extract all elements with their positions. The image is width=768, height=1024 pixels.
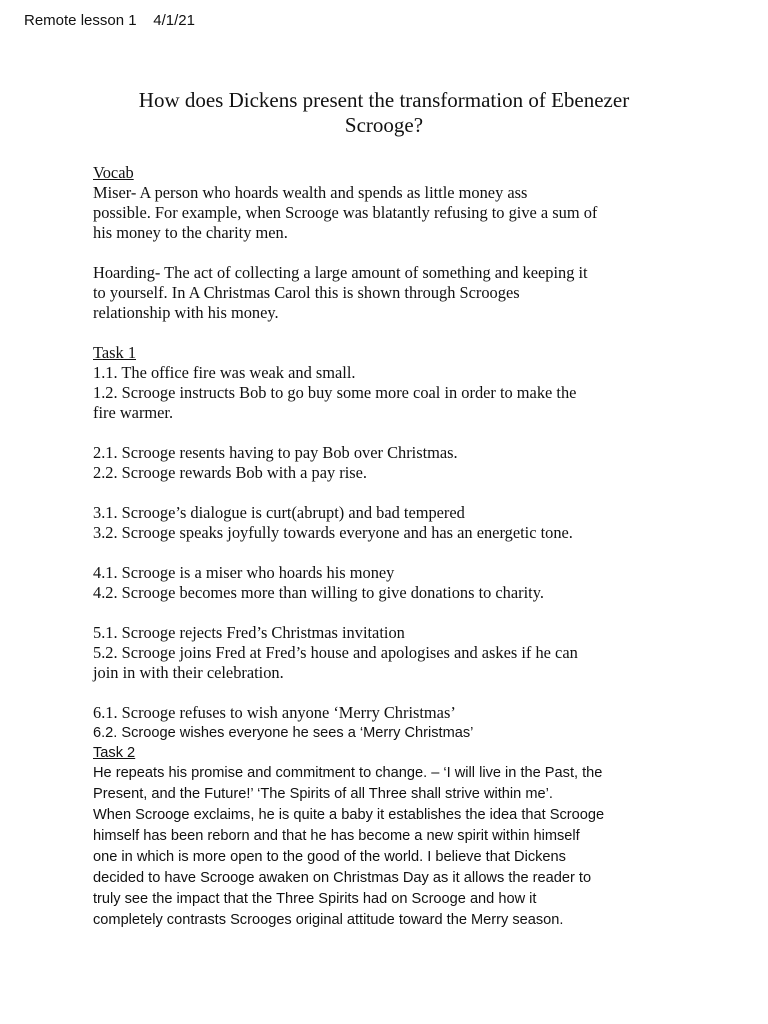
spacer bbox=[93, 483, 693, 503]
task1-item: 2.2. Scrooge rewards Bob with a pay rise. bbox=[93, 463, 368, 482]
task1-item: 4.2. Scrooge becomes more than willing to give donations to charity. bbox=[93, 583, 544, 602]
page-title bbox=[90, 88, 678, 138]
vocab-heading: Vocab bbox=[93, 163, 134, 182]
task1-item: 6.1. Scrooge refuses to wish anyone ‘Merry Christmas’ bbox=[93, 703, 456, 722]
text-line: Hoarding- The act of collecting a large amount of something and keeping it bbox=[93, 263, 588, 282]
task1-item: 6.2. Scrooge wishes everyone he sees a ‘Merry Christmas’ bbox=[93, 725, 474, 741]
lesson-label: Remote lesson 1 bbox=[24, 12, 137, 29]
page-header bbox=[24, 12, 195, 29]
task2-line: truly see the impact that the Three Spirits had on Scrooge and how it bbox=[93, 891, 537, 907]
task2-line: decided to have Scrooge awaken on Christmas Day as it allows the reader to bbox=[93, 870, 592, 886]
text-line: his money to the charity men. bbox=[93, 223, 288, 242]
task1-item: 3.2. Scrooge speaks joyfully towards everyone and has an energetic tone. bbox=[93, 523, 573, 542]
title-line-2: Scrooge? bbox=[344, 113, 424, 137]
text-line: possible. For example, when Scrooge was blatantly refusing to give a sum of bbox=[93, 203, 598, 222]
text-line: relationship with his money. bbox=[93, 303, 279, 322]
task2-line: completely contrasts Scrooges original attitude toward the Merry season. bbox=[93, 912, 564, 928]
task1-item: 5.1. Scrooge rejects Fred’s Christmas invitation bbox=[93, 623, 405, 642]
text-line: Miser- A person who hoards wealth and spends as little money ass bbox=[93, 183, 528, 202]
task1-group-6 bbox=[93, 703, 693, 743]
task1-item: 5.2. Scrooge joins Fred at Fred’s house and apologises and askes if he can bbox=[93, 643, 578, 662]
task2-line: Present, and the Future!’ ‘The Spirits of all Three shall strive within me’. bbox=[93, 786, 553, 802]
task2-line: one in which is more open to the good of the world. I believe that Dickens bbox=[93, 849, 566, 865]
lesson-date: 4/1/21 bbox=[153, 12, 195, 29]
spacer bbox=[93, 243, 693, 263]
task1-item: 1.1. The office fire was weak and small. bbox=[93, 363, 356, 382]
task1-item: 4.1. Scrooge is a miser who hoards his money bbox=[93, 563, 395, 582]
spacer bbox=[93, 423, 693, 443]
task1-item: 2.1. Scrooge resents having to pay Bob over Christmas. bbox=[93, 443, 458, 462]
task2-line: When Scrooge exclaims, he is quite a baby it establishes the idea that Scrooge bbox=[93, 807, 605, 823]
task1-item: join in with their celebration. bbox=[93, 663, 284, 682]
task1-item: 3.1. Scrooge’s dialogue is curt(abrupt) and bad tempered bbox=[93, 503, 465, 522]
task2-paragraph bbox=[93, 763, 678, 931]
task2-line: himself has been reborn and that he has become a new spirit within himself bbox=[93, 828, 580, 844]
task1-group-1 bbox=[93, 363, 693, 423]
task1-heading: Task 1 bbox=[93, 343, 137, 362]
document-body bbox=[93, 163, 693, 931]
spacer bbox=[93, 323, 693, 343]
task1-group-5 bbox=[93, 623, 693, 683]
vocab-hoarding-definition bbox=[93, 263, 693, 323]
spacer bbox=[93, 543, 693, 563]
title-line-1: How does Dickens present the transformation of Ebenezer bbox=[138, 88, 630, 112]
text-line: to yourself. In A Christmas Carol this is shown through Scrooges bbox=[93, 283, 520, 302]
task1-group-2 bbox=[93, 443, 693, 483]
task2-heading: Task 2 bbox=[93, 745, 136, 761]
spacer bbox=[93, 603, 693, 623]
task1-item: fire warmer. bbox=[93, 403, 174, 422]
task1-group-4 bbox=[93, 563, 693, 603]
spacer bbox=[93, 683, 693, 703]
task1-item: 1.2. Scrooge instructs Bob to go buy some more coal in order to make the bbox=[93, 383, 577, 402]
vocab-miser-definition bbox=[93, 183, 693, 243]
task2-line: He repeats his promise and commitment to change. – ‘I will live in the Past, the bbox=[93, 765, 603, 781]
task1-group-3 bbox=[93, 503, 693, 543]
